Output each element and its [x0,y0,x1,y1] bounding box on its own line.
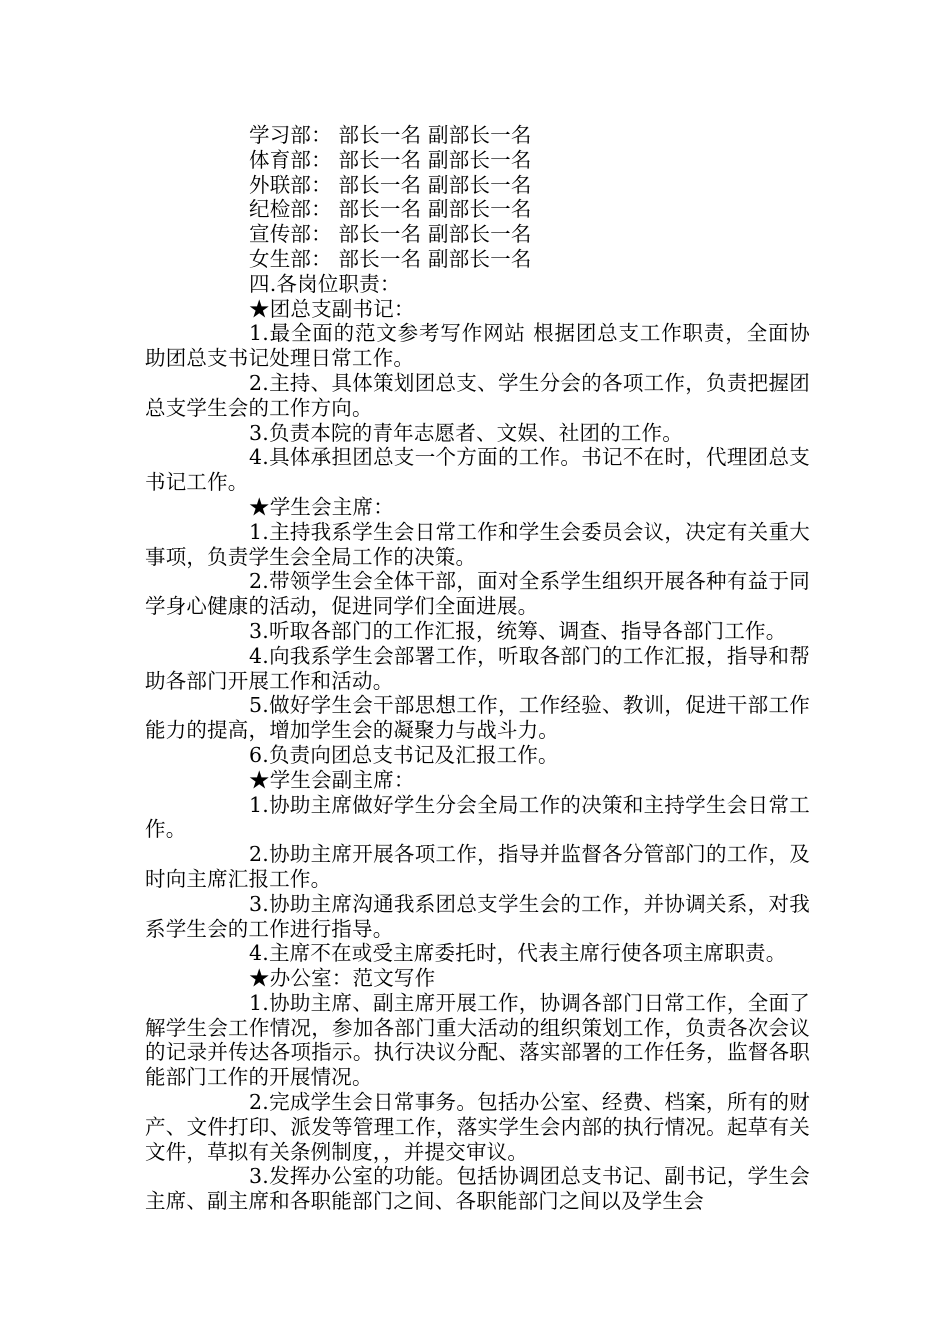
department-roles: 部长一名 副部长一名 [338,147,532,172]
duty-item: 3.听取各部门的工作汇报，统筹、调查、指导各部门工作。 [249,618,787,643]
role-heading: ★学生会副主席： [249,767,415,792]
duty-item: 5.做好学生会干部思想工作，工作经验、教训，促进干部工作能力的提高，增加学生会的凝聚力与战斗力。 [145,693,810,743]
duty-item: 2.完成学生会日常事务。包括办公室、经费、档案，所有的财产、文件打印、派发等管理工作，落实学生会内部的执行情况。起草有关文件，草拟有关条例制度，，并提交审议。 [145,1090,810,1164]
department-row [145,148,810,173]
duty-item: 3.发挥办公室的功能。包括协调团总支书记、副书记，学生会主席、副主席和各职能部门之间、各职能部门之间以及学生会 [145,1164,810,1214]
department-name: 宣传部： [249,222,332,247]
department-row [145,222,810,247]
duty-item: 1.协助主席、副主席开展工作，协调各部门日常工作，全面了解学生会工作情况，参加各部门重大活动的组织策划工作，负责各次会议的记录并传达各项指示。执行决议分配、落实部署的工作任务，监督各职能部门工作的开展情况。 [145,990,810,1090]
duty-item: 2.带领学生会全体干部，面对全系学生组织开展各种有益于同学身心健康的活动，促进同学们全面进展。 [145,569,810,619]
duty-item: 1.协助主席做好学生分会全局工作的决策和主持学生会日常工作。 [145,792,810,842]
department-row [145,173,810,198]
department-name: 纪检部： [249,197,332,222]
department-name: 外联部： [249,172,332,197]
department-roles: 部长一名 副部长一名 [338,197,532,222]
duty-item: 4.向我系学生会部署工作，听取各部门的工作汇报，指导和帮助各部门开展工作和活动。 [145,643,810,693]
department-row [145,197,810,222]
duty-item: 3.协助主席沟通我系团总支学生会的工作，并协调关系，对我系学生会的工作进行指导。 [145,891,810,941]
role-heading: ★学生会主席： [249,494,394,519]
duty-item: 3.负责本院的青年志愿者、文娱、社团的工作。 [249,420,683,445]
department-roles: 部长一名 副部长一名 [338,222,532,247]
role-heading: ★办公室：范文写作 [249,966,436,991]
department-name: 体育部： [249,147,332,172]
section-title: 四.各岗位职责： [249,271,401,296]
duty-item: 1.主持我系学生会日常工作和学生会委员会议，决定有关重大事项，负责学生会全局工作的决策。 [145,519,810,569]
duty-item: 2.协助主席开展各项工作，指导并监督各分管部门的工作，及时向主席汇报工作。 [145,842,810,891]
duty-item: 2.主持、具体策划团总支、学生分会的各项工作，负责把握团总支学生会的工作方向。 [145,370,810,420]
department-list [145,123,810,272]
department-name: 学习部： [249,123,332,147]
department-row [145,247,810,272]
role-heading: ★团总支副书记： [249,296,415,321]
duty-item: 4.具体承担团总支一个方面的工作。书记不在时，代理团总支书记工作。 [145,445,810,495]
department-roles: 部长一名 副部长一名 [338,246,532,271]
document-page [145,123,810,1214]
department-row [145,123,810,148]
department-roles: 部长一名 副部长一名 [338,172,532,197]
department-roles: 部长一名 副部长一名 [338,123,532,147]
duty-item: 6.负责向团总支书记及汇报工作。 [249,742,559,767]
duty-item: 1.最全面的范文参考写作网站 根据团总支工作职责，全面协助团总支书记处理日常工作。 [145,321,810,371]
duty-item: 4.主席不在或受主席委托时，代表主席行使各项主席职责。 [249,941,787,966]
department-name: 女生部： [249,246,332,271]
